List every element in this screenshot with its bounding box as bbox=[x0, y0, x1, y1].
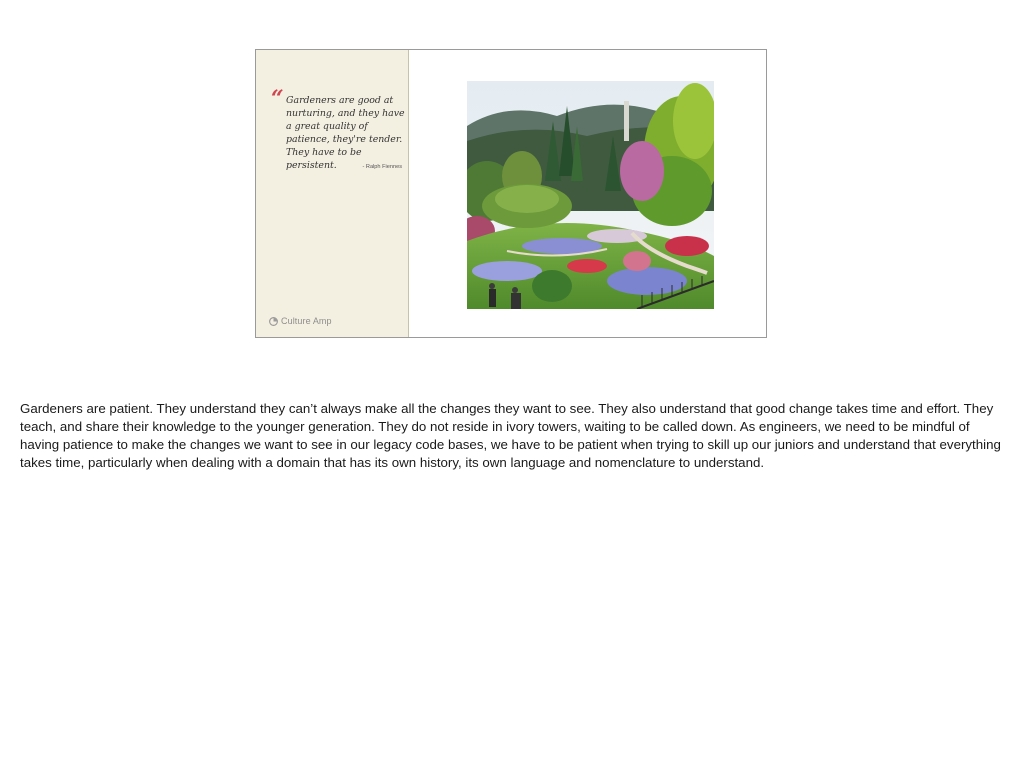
quote-mark-icon: “ bbox=[271, 86, 284, 112]
slide bbox=[255, 49, 767, 338]
brand bbox=[269, 316, 332, 326]
culture-amp-logo-icon bbox=[269, 317, 278, 326]
quote-panel bbox=[256, 50, 409, 337]
quote-author: - Ralph Fiennes bbox=[362, 164, 402, 170]
quote-text: Gardeners are good at nurturing, and they have a great quality of patience, they're tender. They have to be persistent. bbox=[286, 95, 405, 171]
brand-name: Culture Amp bbox=[281, 316, 332, 326]
garden-photo bbox=[467, 81, 714, 309]
speaker-notes: Gardeners are patient. They understand they can’t always make all the changes they want to see. They also understand that good change takes time and effort. They teach, and share their knowledge to the younger generation. They do not reside in ivory towers, waiting to be called down. As engineers, we need to be mindful of having patience to make the changes we want to see in our legacy code bases, we have to be patient when trying to skill up our juniors and understand that everything takes time, particularly when dealing with a domain that has its own history, its own language and nomenclature to understand. bbox=[20, 401, 1001, 470]
